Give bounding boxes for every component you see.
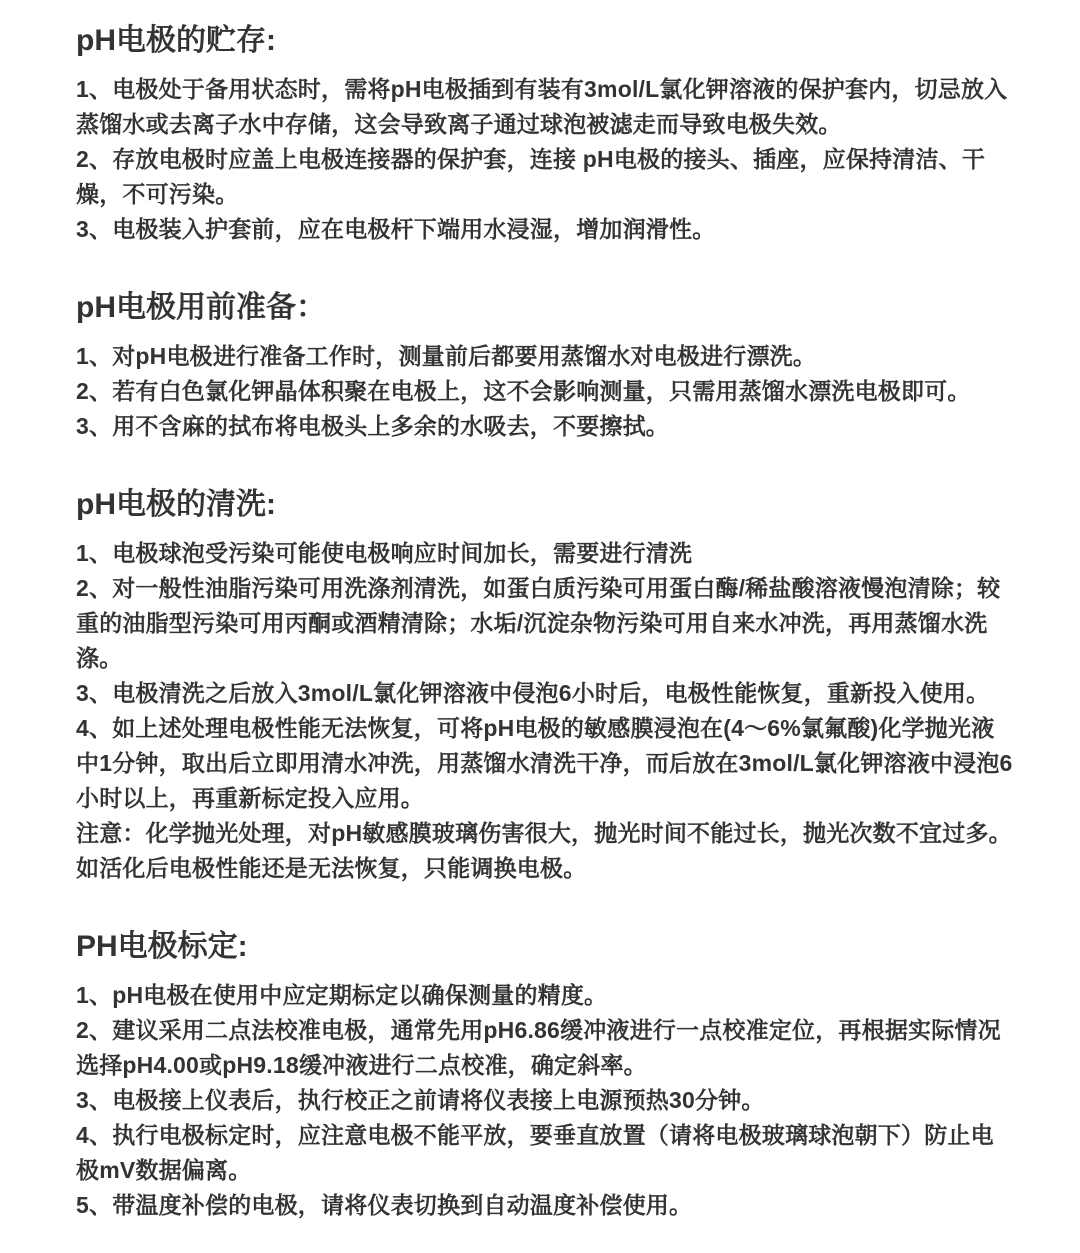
cleaning-item-2: 2、对一般性油脂污染可用洗涤剂清洗，如蛋白质污染可用蛋白酶/稀盐酸溶液慢泡清除；较重的油脂型污染可用丙酮或酒精清除；水垢/沉淀杂物污染可用自来水冲洗，再用蒸馏水洗涤。 (76, 575, 1001, 671)
calibration-item-3: 3、电极接上仪表后，执行校正之前请将仪表接上电源预热30分钟。 (76, 1087, 765, 1113)
calibration-item-4: 4、执行电极标定时，应注意电极不能平放，要垂直放置（请将电极玻璃球泡朝下）防止电极mV数据偏离。 (76, 1122, 994, 1183)
preparation-item-3: 3、用不含麻的拭布将电极头上多余的水吸去，不要擦拭。 (76, 413, 669, 439)
section-calibration (76, 928, 1014, 1223)
calibration-item-1: 1、pH电极在使用中应定期标定以确保测量的精度。 (76, 982, 608, 1008)
storage-item-2: 2、存放电极时应盖上电极连接器的保护套，连接 pH电极的接头、插座，应保持清洁、干燥，不可污染。 (76, 146, 986, 207)
calibration-item-2: 2、建议采用二点法校准电极，通常先用pH6.86缓冲液进行一点校准定位，再根据实际情况选择pH4.00或pH9.18缓冲液进行二点校准，确定斜率。 (76, 1017, 1001, 1078)
section-storage-heading: pH电极的贮存: (76, 24, 276, 57)
section-cleaning (76, 486, 1014, 886)
preparation-item-2: 2、若有白色氯化钾晶体积聚在电极上，这不会影响测量，只需用蒸馏水漂洗电极即可。 (76, 378, 971, 404)
preparation-item-1: 1、对pH电极进行准备工作时，测量前后都要用蒸馏水对电极进行漂洗。 (76, 343, 817, 369)
cleaning-item-4: 4、如上述处理电极性能无法恢复，可将pH电极的敏感膜浸泡在(4～6%氯氟酸)化学抛光液中1分钟，取出后立即用清水冲洗，用蒸馏水清洗干净，而后放在3mol/L氯化钾溶液中浸泡6小时以上，再重新标定投入应用。 (76, 715, 1013, 811)
cleaning-item-1: 1、电极球泡受污染可能使电极响应时间加长，需要进行清洗 (76, 540, 693, 566)
storage-item-1: 1、电极处于备用状态时，需将pH电极插到有装有3mol/L氯化钾溶液的保护套内，切忌放入蒸馏水或去离子水中存储，这会导致离子通过球泡被滤走而导致电极失效。 (76, 76, 1008, 137)
cleaning-note: 注意：化学抛光处理，对pH敏感膜玻璃伤害很大，抛光时间不能过长，抛光次数不宜过多。如活化后电极性能还是无法恢复，只能调换电极。 (76, 820, 1012, 881)
calibration-item-5: 5、带温度补偿的电极，请将仪表切换到自动温度补偿使用。 (76, 1192, 693, 1218)
section-calibration-heading: PH电极标定: (76, 930, 248, 963)
storage-item-3: 3、电极装入护套前，应在电极杆下端用水浸湿，增加润滑性。 (76, 216, 716, 242)
section-preparation-heading: pH电极用前准备： (76, 291, 326, 324)
section-storage (76, 22, 1014, 247)
section-cleaning-heading: pH电极的清洗: (76, 488, 276, 521)
cleaning-item-3: 3、电极清洗之后放入3mol/L氯化钾溶液中侵泡6小时后，电极性能恢复，重新投入使用。 (76, 680, 990, 706)
section-preparation (76, 289, 1014, 444)
